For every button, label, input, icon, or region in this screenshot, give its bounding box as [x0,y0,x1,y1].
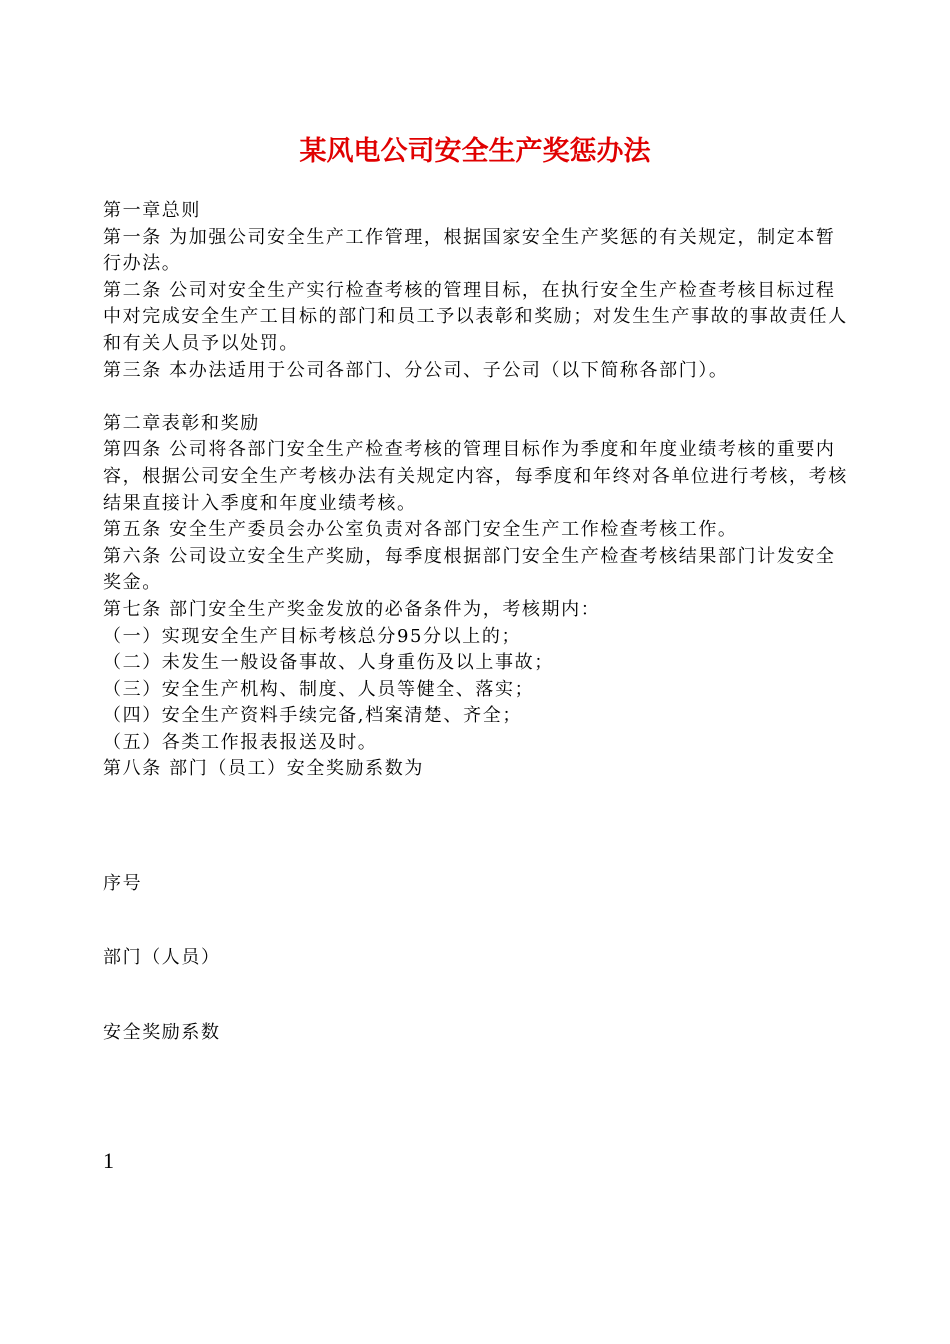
table-header-coef: 安全奖励系数 [103,1022,221,1043]
document-title: 某风电公司安全生产奖惩办法 [299,136,651,167]
paragraph-gap [103,384,855,411]
chapter-1-heading: 第一章总则 [103,200,201,221]
article-8: 第八条 部门（员工）安全奖励系数为 [103,758,424,780]
table-header-dept: 部门（人员） [103,947,221,968]
table-header-seq: 序号 [103,873,143,894]
condition-item: （四）安全生产资料手续完备,档案清楚、齐全； [103,705,522,727]
condition-item: （五）各类工作报表报送及时。 [103,731,378,753]
article-2: 第二条 公司对安全生产实行检查考核的管理目标，在执行安全生产检查考核目标过程中对完成安全生产工目标的部门和员工予以表彰和奖励；对发生生产事故的事故责任人和有关人员予以处罚。 [103,279,848,354]
article-1: 第一条 为加强公司安全生产工作管理，根据国家安全生产奖惩的有关规定，制定本暂行办法。 [103,226,836,275]
article-4: 第四条 公司将各部门安全生产检查考核的管理目标作为季度和年度业绩考核的重要内容，根据公司安全生产考核办法有关规定内容，每季度和年终对各单位进行考核，考核结果直接计入季度和年度业绩考核。 [103,439,848,514]
condition-item: （一）实现安全生产目标考核总分95分以上的； [103,625,522,647]
article-3: 第三条 本办法适用于公司各部门、分公司、子公司（以下简称各部门）。 [103,359,729,381]
condition-item: （二）未发生一般设备事故、人身重伤及以上事故； [103,652,554,674]
article-5: 第五条 安全生产委员会办公室负责对各部门安全生产工作检查考核工作。 [103,519,738,541]
chapter-2-heading: 第二章表彰和奖励 [103,412,260,434]
table-row-1-seq: 1 [103,1148,114,1173]
condition-item: （三）安全生产机构、制度、人员等健全、落实； [103,678,535,700]
article-7: 第七条 部门安全生产奖金发放的必备条件为，考核期内： [103,598,601,620]
article-6: 第六条 公司设立安全生产奖励，每季度根据部门安全生产检查考核结果部门计发安全奖金。 [103,545,836,594]
document-body [103,198,855,783]
